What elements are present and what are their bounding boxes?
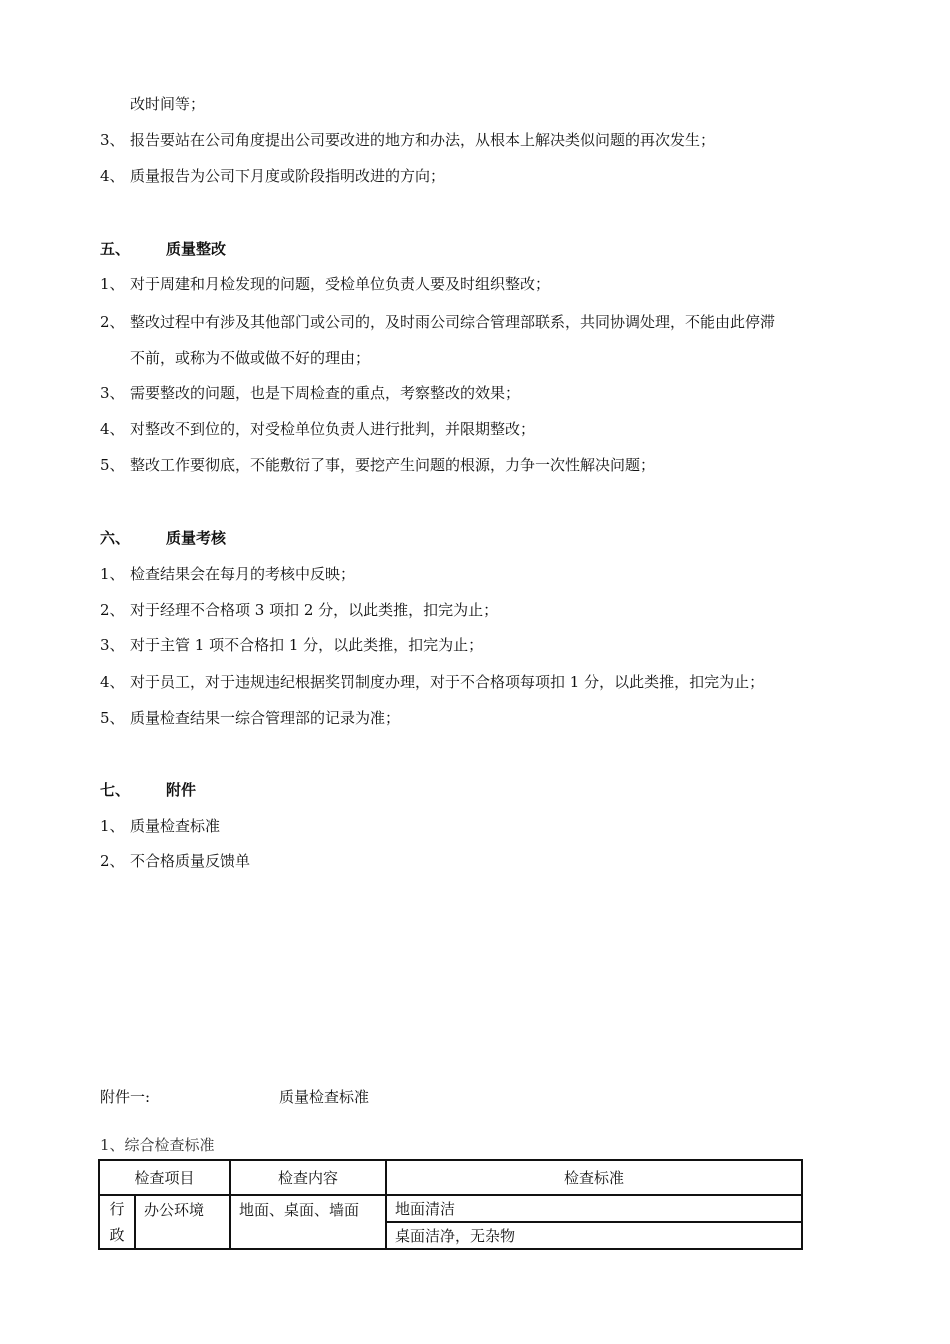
section-number: 七、 [100,781,131,799]
table-header-row [99,1160,802,1195]
list-item [100,455,655,475]
standard-cell: 桌面洁净，无杂物 [386,1222,802,1249]
item-text: 检查结果会在每月的考核中反映； [130,565,356,583]
item-number: 1、 [100,275,125,293]
item-text: 需要整改的问题，也是下周检查的重点，考察整改的效果； [130,384,521,402]
item-text: 质量检查标准 [130,817,221,835]
section-title: 质量整改 [166,240,227,258]
item-number: 2、 [100,601,125,619]
list-item [100,672,764,692]
item-text: 对于主管 1 项不合格扣 1 分，以此类推，扣完为止； [130,636,484,654]
item-text: 整改过程中有涉及其他部门或公司的，及时雨公司综合管理部联系，共同协调处理，不能由此停滞 [130,313,776,331]
section-heading-assessment [100,528,226,548]
header-inspection-content: 检查内容 [230,1160,386,1195]
list-item [100,564,355,584]
inspection-standards-table [98,1159,803,1250]
item-text: 不合格质量反馈单 [130,852,251,870]
section-number: 五、 [100,240,131,258]
section-number: 六、 [100,529,131,547]
item-text: 不前，或称为不做或做不好的理由； [130,349,371,367]
item-number: 3、 [100,636,125,654]
list-item [100,312,775,332]
section-title: 附件 [166,781,197,799]
section-heading-attachments [100,780,196,800]
item-text: 对于周建和月检发现的问题，受检单位负责人要及时组织整改； [130,275,551,293]
list-item [100,166,445,186]
item-number: 1、 [100,565,125,583]
list-item [100,419,535,439]
table-caption: 1、综合检查标准 [100,1136,215,1154]
category-cell: 行政 [99,1195,135,1249]
item-number: 2、 [100,852,125,870]
section-title: 质量考核 [166,529,227,547]
list-item [100,635,483,655]
item-number: 1、 [100,817,125,835]
item-text: 对于经理不合格项 3 项扣 2 分，以此类推，扣完为止； [130,601,499,619]
continuation-line [130,94,205,114]
list-item [100,600,498,620]
item-number: 5、 [100,456,125,474]
line-text: 改时间等； [130,95,206,113]
list-item [100,708,400,728]
list-item-continuation [130,348,370,368]
item-text: 整改工作要彻底，不能敷衍了事，要挖产生问题的根源，力争一次性解决问题； [130,456,656,474]
item-text: 质量报告为公司下月度或阶段指明改进的方向； [130,167,446,185]
item-number: 3、 [100,131,125,149]
item-text: 对于员工，对于违规违纪根据奖罚制度办理，对于不合格项每项扣 1 分，以此类推，扣完为止； [130,673,765,691]
item-number: 4、 [100,420,125,438]
item-text: 质量检查结果一综合管理部的记录为准； [130,709,401,727]
list-item [100,274,550,294]
list-item [100,816,220,836]
item-number: 3、 [100,384,125,402]
item-text: 对整改不到位的，对受检单位负责人进行批判，并限期整改； [130,420,536,438]
header-inspection-item: 检查项目 [99,1160,230,1195]
item-number: 4、 [100,673,125,691]
item-text: 报告要站在公司角度提出公司要改进的地方和办法，从根本上解决类似问题的再次发生； [130,131,716,149]
section-heading-rectification [100,239,226,259]
item-number: 4、 [100,167,125,185]
attachment-title: 质量检查标准 [279,1088,370,1106]
header-inspection-standard: 检查标准 [386,1160,802,1195]
attachment-label: 附件一: [100,1088,151,1106]
list-item [100,130,715,150]
list-item [100,851,250,871]
list-item [100,383,520,403]
item-number: 2、 [100,313,125,331]
content-cell: 地面、桌面、墙面 [230,1195,386,1249]
standard-cell: 地面清洁 [386,1195,802,1222]
item-number: 5、 [100,709,125,727]
item-cell: 办公环境 [135,1195,230,1249]
table-row [99,1195,802,1222]
